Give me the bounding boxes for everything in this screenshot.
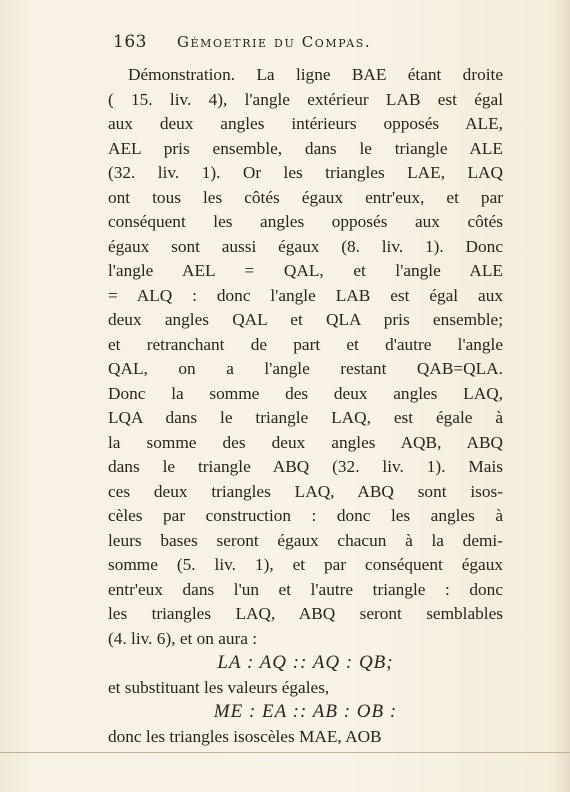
text-line: égaux sont aussi égaux (8. liv. 1). Donc <box>108 236 503 256</box>
page-edge-shadow <box>552 0 570 792</box>
text-line: somme (5. liv. 1), et par conséquent égaux <box>108 555 503 574</box>
text-line: ont tous les côtés égaux entr'eux, et par <box>108 187 503 207</box>
text-line: et substituant les valeurs égales, <box>108 677 330 697</box>
text-line: leurs bases seront égaux chacun à la demi- <box>108 530 503 550</box>
proportion-formula: ME : EA :: AB : OB : <box>213 701 398 722</box>
text-line: = ALQ : donc l'angle LAB est égal aux <box>108 285 503 305</box>
body-text <box>108 63 503 749</box>
text-line: la somme des deux angles AQB, ABQ <box>108 432 503 452</box>
text-line: donc les triangles isoscèles MAE, AOB <box>108 726 382 746</box>
text-line: cèles par construction : donc les angles à <box>108 506 503 525</box>
text-line: dans le triangle ABQ (32. liv. 1). Mais <box>108 457 503 476</box>
text-line: aux deux angles intérieurs opposés ALE, <box>108 114 503 133</box>
text-line: ( 15. liv. 4), l'angle extérieur LAB est égal <box>108 89 503 109</box>
text-line: QAL, on a l'angle restant QAB=QLA. <box>108 359 503 378</box>
text-line: deux angles QAL et QLA pris ensemble; <box>108 310 503 329</box>
page-number: 163 <box>113 32 147 52</box>
text-line: AEL pris ensemble, dans le triangle ALE <box>108 138 503 158</box>
running-title: Gémoetrie du Compas. <box>176 33 372 51</box>
text-line: entr'eux dans l'un et l'autre triangle : donc <box>108 579 503 599</box>
proportion-formula: LA : AQ :: AQ : QB; <box>217 652 394 673</box>
text-line: LQA dans le triangle LAQ, est égale à <box>108 408 503 427</box>
text-line: conséquent les angles opposés aux côtés <box>108 212 503 231</box>
running-head <box>113 32 443 56</box>
text-line: (4. liv. 6), et on aura : <box>108 628 258 648</box>
page-bottom-edge <box>0 752 570 753</box>
text-line: Donc la somme des deux angles LAQ, <box>108 383 503 403</box>
text-line: Démonstration. La ligne BAE étant droite <box>128 65 503 84</box>
text-line: les triangles LAQ, ABQ seront semblables <box>108 604 503 623</box>
text-line: ces deux triangles LAQ, ABQ sont isos- <box>108 481 503 501</box>
text-line: et retranchant de part et d'autre l'angle <box>108 334 503 354</box>
text-line: l'angle AEL = QAL, et l'angle ALE <box>108 261 503 280</box>
text-line: (32. liv. 1). Or les triangles LAE, LAQ <box>108 163 503 182</box>
